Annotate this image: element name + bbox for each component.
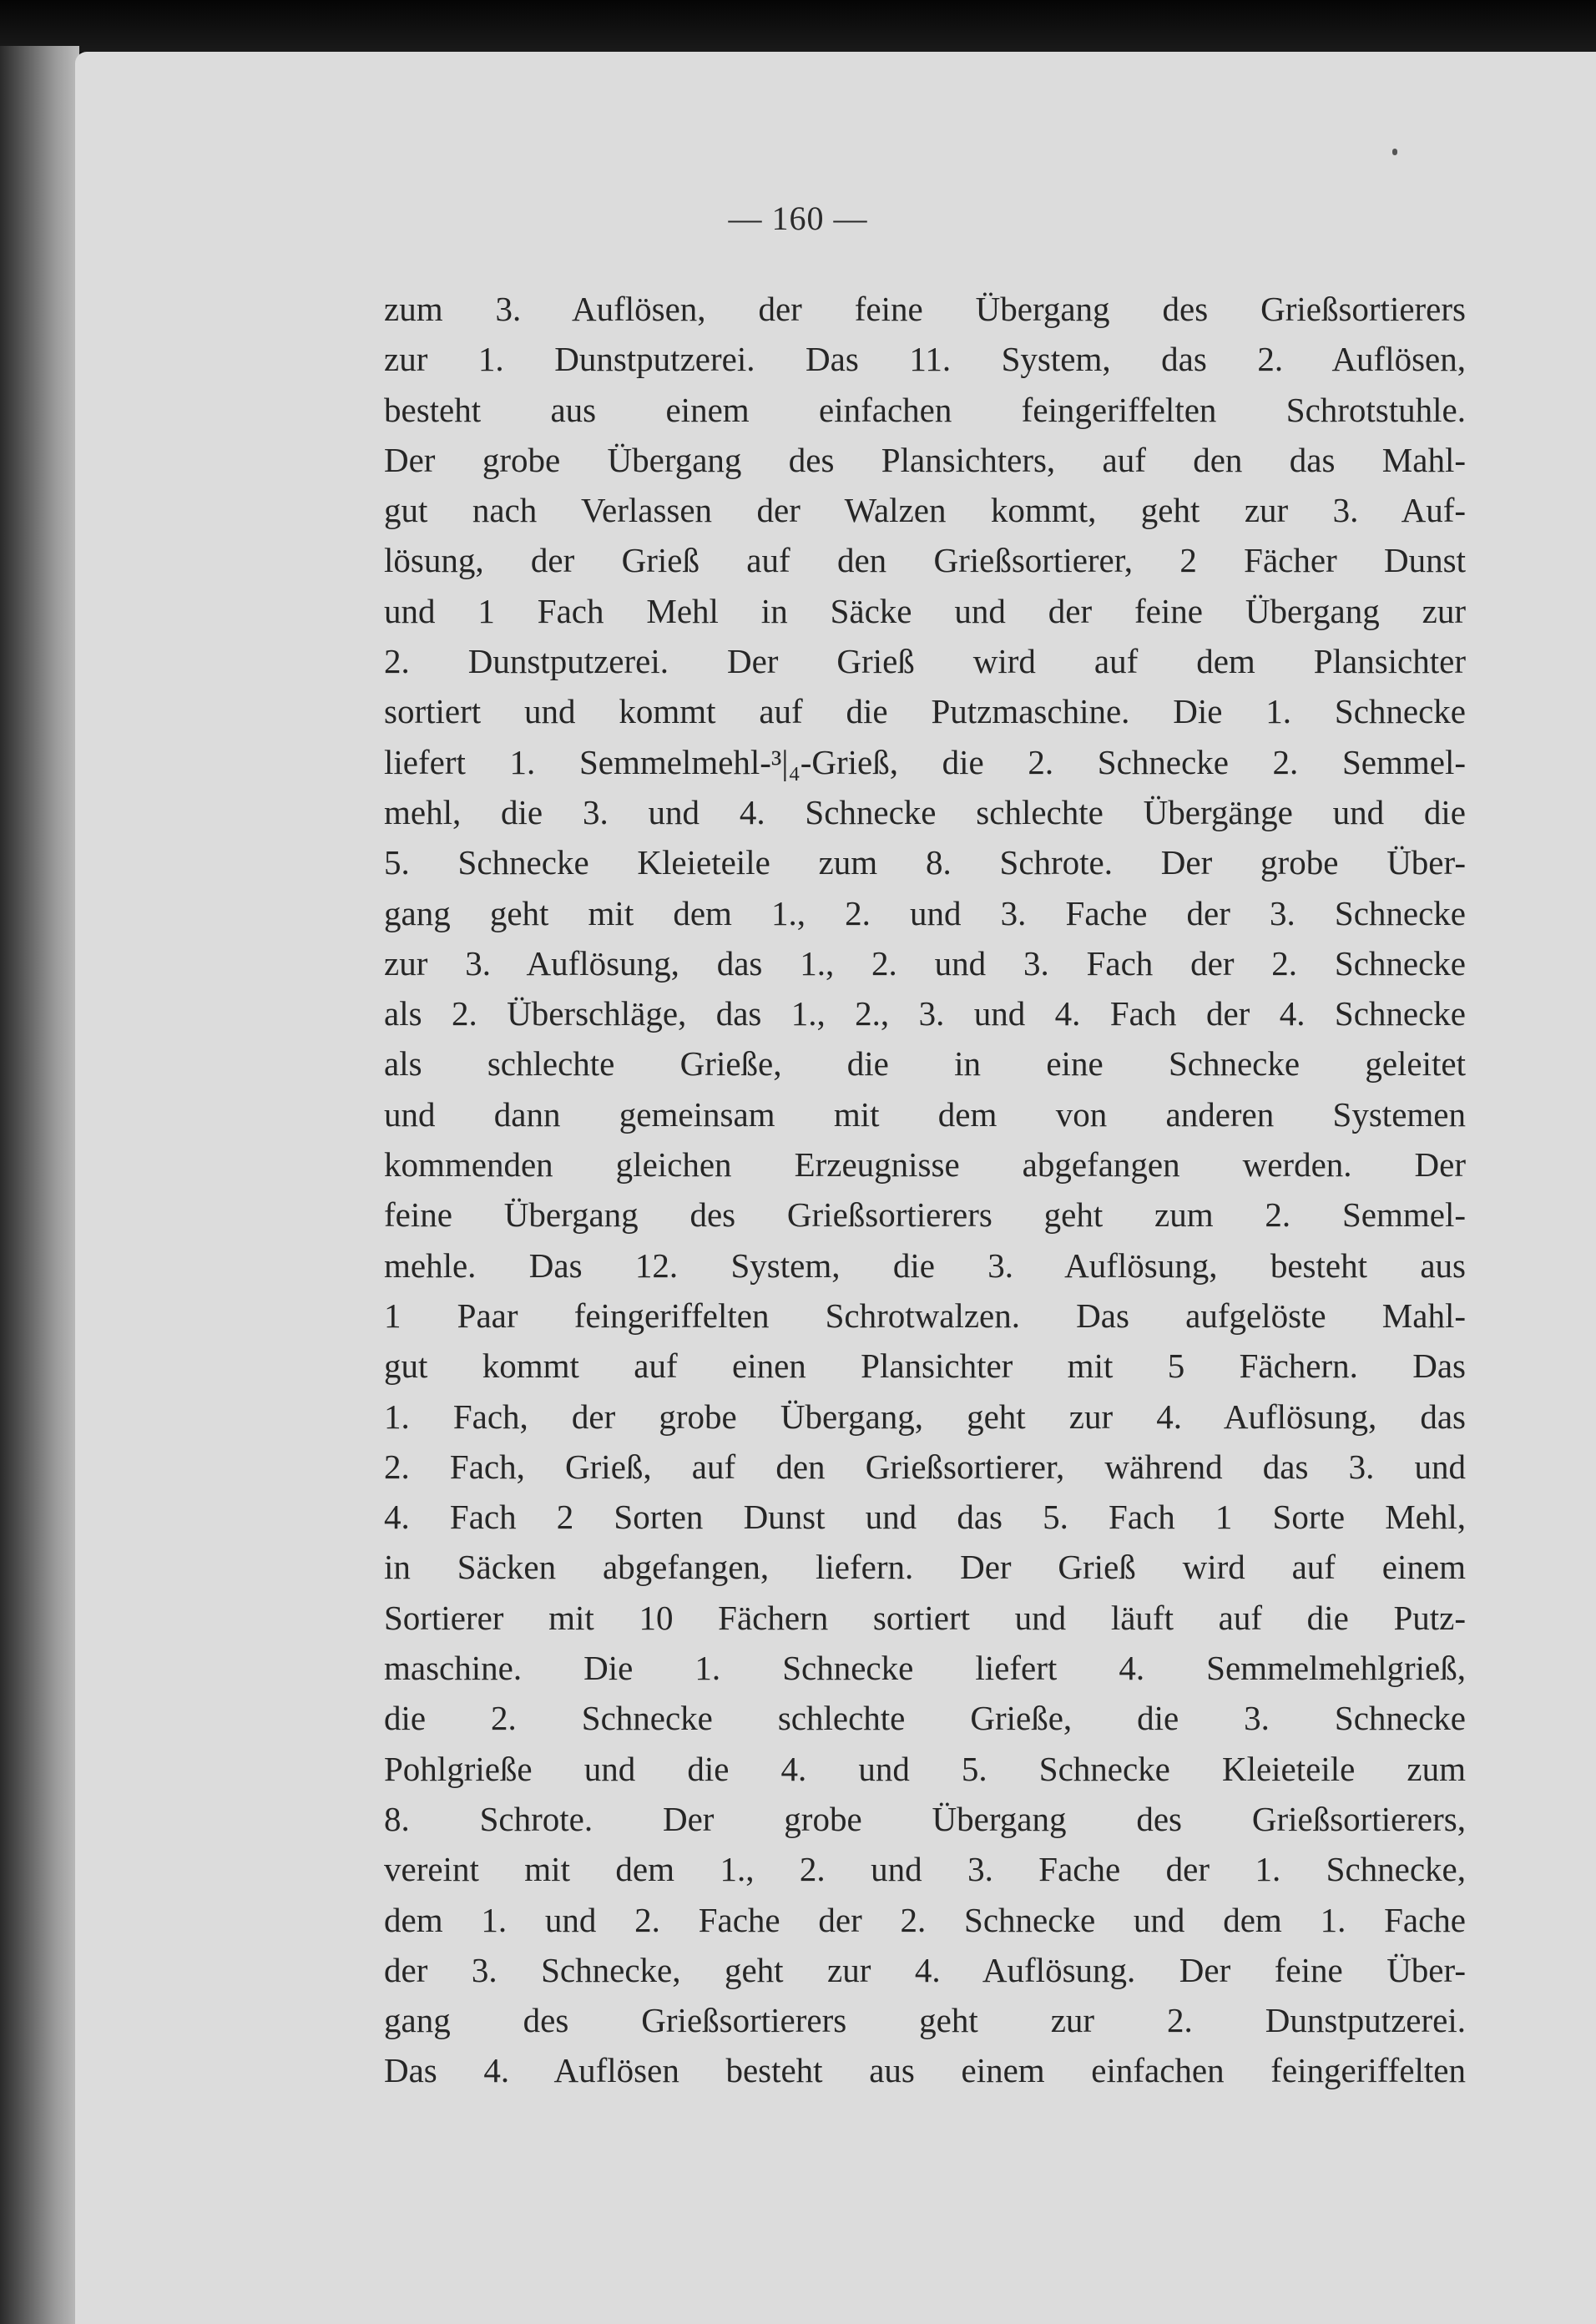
text-line: 2. Fach, Grieß, auf den Grießsortierer, während das 3. und [384,1447,1466,1486]
book-spine-edge [0,46,79,2324]
text-line: zum 3. Auflösen, der feine Übergang des Grießsortierers [384,290,1466,328]
page-number: — 160 — [728,200,868,237]
text-line: Sortierer mit 10 Fächern sortiert und läuft auf die Putz- [384,1598,1466,1637]
text-line: die 2. Schnecke schlechte Grieße, die 3. Schnecke [384,1699,1466,1738]
text-line: liefert 1. Semmelmehl-³|₄-Grieß, die 2. Schnecke 2. Semmel- [384,742,1466,781]
text-line: 2. Dunstputzerei. Der Grieß wird auf dem Plansichter [384,642,1466,681]
text-line: 1 Paar feingeriffelten Schrotwalzen. Das aufgelöste Mahl- [384,1296,1466,1335]
speck-mark [1392,149,1397,155]
text-line: feine Übergang des Grießsortierers geht zum 2. Semmel- [384,1195,1466,1235]
text-line: zur 1. Dunstputzerei. Das 11. System, das 2. Auflösen, [384,340,1466,379]
text-line: 4. Fach 2 Sorten Dunst und das 5. Fach 1 Sorte Mehl, [384,1498,1466,1537]
text-line: gang geht mit dem 1., 2. und 3. Fache der 3. Schnecke [384,893,1466,932]
text-line: Der grobe Übergang des Plansichters, auf den das Mahl- [384,440,1466,479]
text-line: vereint mit dem 1., 2. und 3. Fache der 1. Schnecke, [384,1850,1466,1889]
text-line: gang des Grießsortierers geht zur 2. Dunstputzerei. [384,2001,1466,2040]
text-line: dem 1. und 2. Fache der 2. Schnecke und dem 1. Fache [384,1900,1466,1939]
text-line: gut nach Verlassen der Walzen kommt, geht zur 3. Auf- [384,491,1466,530]
text-line: lösung, der Grieß auf den Grießsortierer, 2 Fächer Dunst [384,541,1466,580]
text-line: sortiert und kommt auf die Putzmaschine. Die 1. Schnecke [384,692,1466,731]
text-line: Das 4. Auflösen besteht aus einem einfachen feingeriffelten [384,2051,1466,2090]
text-line: kommenden gleichen Erzeugnisse abgefangen werden. Der [384,1145,1466,1185]
text-line: Pohlgrieße und die 4. und 5. Schnecke Kleieteile zum [384,1749,1466,1788]
text-line: der 3. Schnecke, geht zur 4. Auflösung. Der feine Über- [384,1950,1466,1989]
scan-top-edge [0,0,1596,52]
text-line: maschine. Die 1. Schnecke liefert 4. Semmelmehlgrieß, [384,1649,1466,1688]
text-line: als schlechte Grieße, die in eine Schnecke geleitet [384,1044,1466,1084]
text-line: mehl, die 3. und 4. Schnecke schlechte Übergänge und die [384,792,1466,831]
text-line: 8. Schrote. Der grobe Übergang des Grießsortierers, [384,1799,1466,1838]
text-line: 5. Schnecke Kleieteile zum 8. Schrote. Der grobe Über- [384,843,1466,882]
text-line: und dann gemeinsam mit dem von anderen Systemen [384,1094,1466,1134]
text-line: und 1 Fach Mehl in Säcke und der feine Übergang zur [384,591,1466,630]
body-text [384,284,1466,2096]
text-line: 1. Fach, der grobe Übergang, geht zur 4. Auflösung, das [384,1397,1466,1436]
text-line: in Säcken abgefangen, liefern. Der Grieß wird auf einem [384,1548,1466,1587]
text-line: als 2. Überschläge, das 1., 2., 3. und 4. Fach der 4. Schnecke [384,994,1466,1033]
text-line: mehle. Das 12. System, die 3. Auflösung, besteht aus [384,1245,1466,1285]
text-line: besteht aus einem einfachen feingeriffelten Schrotstuhle. [384,390,1466,429]
text-line: gut kommt auf einen Plansichter mit 5 Fächern. Das [384,1346,1466,1386]
text-line: zur 3. Auflösung, das 1., 2. und 3. Fach der 2. Schnecke [384,943,1466,983]
